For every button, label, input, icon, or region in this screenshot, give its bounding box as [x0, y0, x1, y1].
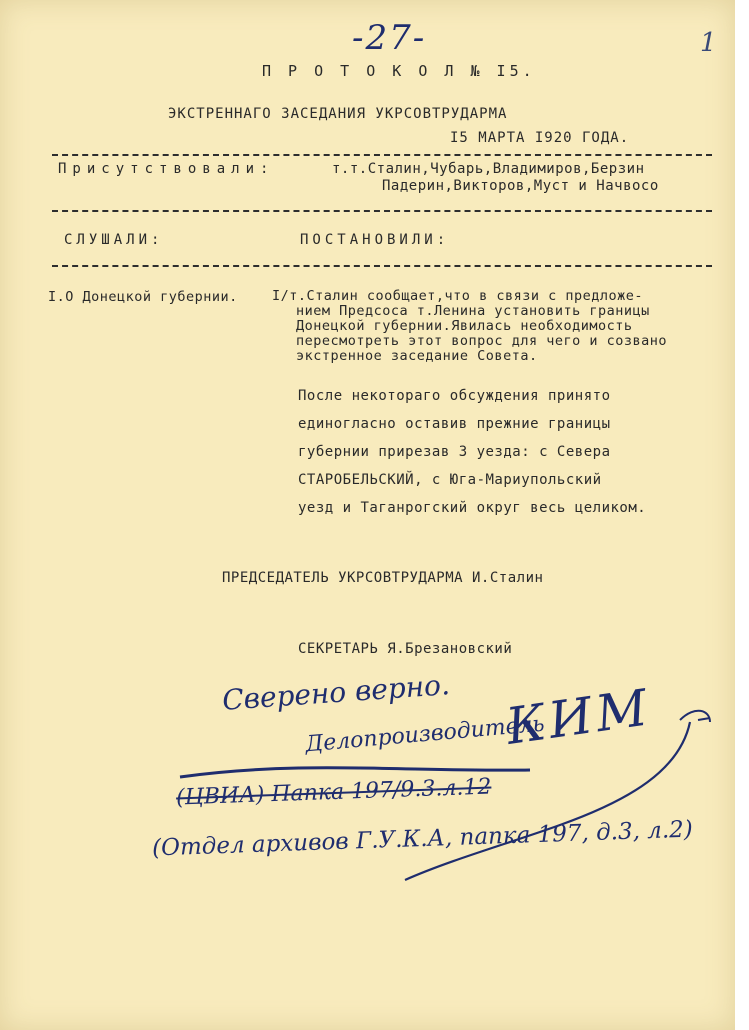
divider [52, 154, 712, 156]
document-subtitle: ЭКСТРЕННАГО ЗАСЕДАНИЯ УКРСОВТРУДАРМА [168, 106, 508, 122]
text-line: губернии прирезав 3 уезда: с Севера [298, 444, 611, 460]
divider [52, 210, 712, 212]
document-date: I5 МАРТА I920 ГОДА. [450, 130, 630, 146]
agenda-item: I.О Донецкой губернии. [48, 289, 238, 305]
text-line: СТАРОБЕЛЬСКИЙ, с Юга-Мариупольский [298, 472, 602, 488]
divider [52, 265, 712, 267]
present-label: Присутствовали: [58, 161, 275, 177]
text-line: I/т.Сталин сообщает,что в связи с предложе- [272, 288, 643, 304]
column-decided: ПОСТАНОВИЛИ: [300, 232, 450, 248]
resolution-text [298, 384, 646, 520]
present-line-2: Падерин,Викторов,Муст и Начвосо [382, 178, 659, 194]
corner-mark: 1 [700, 28, 717, 58]
column-heard: СЛУШАЛИ: [64, 232, 164, 248]
chairman-line: ПРЕДСЕДАТЕЛЬ УКРСОВТРУДАРМА И.Сталин [222, 570, 544, 586]
archive-reference: (Отдел архивов Г.У.К.А, папка 197, д.3, л.2) [151, 816, 694, 862]
signature: КИМ [502, 678, 655, 756]
handwritten-note: Сверено верно. [221, 668, 451, 717]
text-line: единогласно оставив прежние границы [298, 416, 611, 432]
decision-text [272, 289, 667, 364]
text-line: уезд и Таганрогский округ весь целиком. [298, 500, 647, 516]
page-number: -27- [352, 18, 427, 58]
text-line: После некотораго обсуждения принято [298, 388, 611, 404]
text-line: нием Предсоса т.Ленина установить границы [296, 303, 650, 319]
text-line: экстренное заседание Совета. [296, 348, 538, 364]
secretary-line: СЕКРЕТАРЬ Я.Брезановский [298, 641, 513, 657]
struck-archive-note: (ЦВИА) Папка 197/9.3.л.12 [175, 774, 492, 811]
document-title: П Р О Т О К О Л № I5. [262, 62, 536, 80]
present-line-1: т.т.Сталин,Чубарь,Владимиров,Берзин [332, 161, 645, 177]
handwritten-note: Делопроизводитель [304, 711, 546, 758]
text-line: Донецкой губернии.Явилась необходимость [296, 318, 633, 334]
text-line: пересмотреть этот вопрос для чего и созвано [296, 333, 667, 349]
